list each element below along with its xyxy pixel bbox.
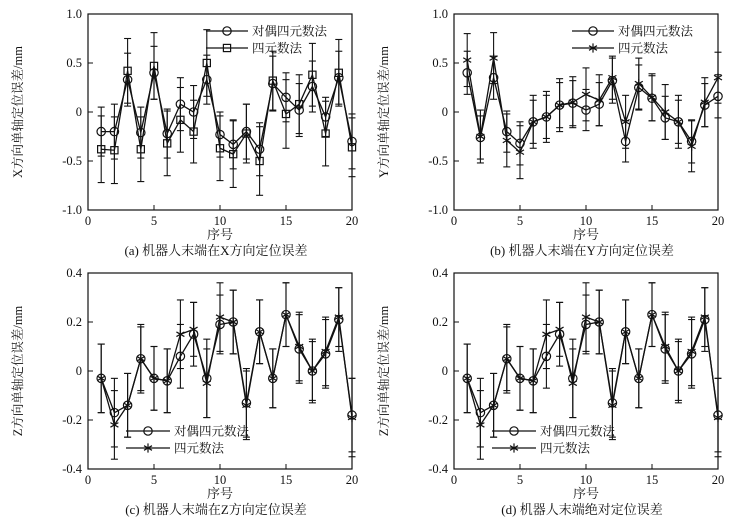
y-tick-label: -0.2 — [428, 413, 448, 427]
legend — [492, 424, 616, 456]
x-tick-label: 0 — [84, 214, 92, 228]
x-tick-label: 0 — [84, 473, 92, 487]
y-tick-label: -1.0 — [62, 203, 82, 217]
asterisk-marker — [582, 90, 590, 99]
series-line — [467, 73, 718, 144]
x-axis-label: 序号 — [206, 227, 234, 242]
subplot-b — [366, 0, 732, 258]
x-tick-label: 5 — [516, 214, 524, 228]
legend-label: 对偶四元数法 — [174, 424, 250, 439]
y-tick-label: 0 — [441, 105, 448, 119]
y-tick-label: 0 — [75, 364, 82, 378]
error-bars — [464, 33, 722, 179]
y-tick-label: 0.4 — [66, 266, 82, 280]
y-axis-label: X方向单轴定位误差/mm — [11, 46, 25, 178]
x-tick-label: 20 — [345, 214, 359, 228]
y-axis-label: Z方向单轴定位误差/mm — [11, 305, 25, 437]
x-tick-label: 15 — [645, 214, 659, 228]
legend-label: 对偶四元数法 — [618, 24, 694, 39]
asterisk-marker — [582, 313, 590, 322]
asterisk-marker — [569, 379, 577, 388]
x-axis-label: 序号 — [206, 486, 234, 501]
legend-label: 四元数法 — [174, 441, 225, 456]
x-tick-label: 10 — [213, 214, 227, 228]
asterisk-marker — [463, 55, 471, 64]
x-axis-label: 序号 — [572, 227, 600, 242]
y-tick-label: -0.2 — [62, 413, 82, 427]
y-axis-label: Y方向单轴定位误差/mm — [377, 46, 391, 178]
chart-d-canvas — [366, 259, 732, 517]
plot-area — [62, 266, 358, 487]
subplot-c — [0, 259, 366, 517]
x-tick-label: 20 — [711, 214, 725, 228]
x-axis-label: 序号 — [572, 486, 600, 501]
x-tick-label: 10 — [579, 473, 593, 487]
y-tick-label: 0 — [75, 105, 82, 119]
series-asterisk — [463, 33, 722, 179]
x-tick-label: 15 — [279, 214, 293, 228]
legend-label: 对偶四元数法 — [540, 424, 616, 439]
y-tick-label: -1.0 — [428, 203, 448, 217]
legend-label: 四元数法 — [252, 41, 303, 56]
subplot-caption: (b) 机器人末端在Y方向定位误差 — [490, 243, 674, 258]
legend — [206, 24, 328, 56]
asterisk-marker — [203, 379, 211, 388]
asterisk-marker — [490, 54, 498, 63]
subplot-caption: (a) 机器人末端在X方向定位误差 — [124, 243, 308, 258]
y-tick-label: -0.5 — [428, 154, 448, 168]
y-tick-label: 0.5 — [432, 56, 448, 70]
y-tick-label: 0 — [441, 364, 448, 378]
y-tick-label: 0.2 — [66, 315, 82, 329]
x-tick-label: 0 — [450, 473, 458, 487]
legend-label: 对偶四元数法 — [252, 24, 328, 39]
y-tick-label: -0.5 — [62, 154, 82, 168]
asterisk-marker — [190, 325, 198, 334]
x-tick-label: 20 — [345, 473, 359, 487]
y-tick-label: 0.2 — [432, 315, 448, 329]
asterisk-marker — [556, 325, 564, 334]
x-tick-label: 5 — [150, 214, 158, 228]
asterisk-marker — [542, 330, 550, 339]
asterisk-marker — [622, 117, 630, 126]
x-tick-label: 0 — [450, 214, 458, 228]
subplot-caption: (c) 机器人末端在Z方向定位误差 — [125, 502, 307, 517]
x-tick-label: 10 — [213, 473, 227, 487]
legend-label: 四元数法 — [540, 441, 591, 456]
x-tick-label: 5 — [516, 473, 524, 487]
y-tick-label: 1.0 — [432, 7, 448, 21]
plot-area — [428, 266, 724, 487]
y-tick-label: 0.4 — [432, 266, 448, 280]
asterisk-marker — [688, 142, 696, 151]
error-bars — [98, 46, 356, 175]
legend-label: 四元数法 — [618, 41, 669, 56]
plot-area — [62, 7, 358, 228]
plot-area — [428, 7, 724, 228]
asterisk-marker — [476, 132, 484, 141]
x-tick-label: 20 — [711, 473, 725, 487]
y-axis-label: Z方向单轴定位误差/mm — [377, 305, 391, 437]
chart-c-canvas — [0, 259, 366, 517]
legend — [572, 24, 694, 56]
subplot-caption: (d) 机器人末端绝对定位误差 — [501, 502, 663, 517]
asterisk-marker — [176, 330, 184, 339]
asterisk-marker — [216, 313, 224, 322]
y-tick-label: 0.5 — [66, 56, 82, 70]
y-tick-label: -0.4 — [428, 462, 448, 476]
series-circle — [97, 46, 356, 175]
subplot-d — [366, 259, 732, 517]
y-tick-label: -0.4 — [62, 462, 82, 476]
x-tick-label: 15 — [645, 473, 659, 487]
legend — [126, 424, 250, 456]
chart-a-canvas — [0, 0, 366, 258]
series-line — [467, 58, 718, 152]
subplot-a — [0, 0, 366, 258]
x-tick-label: 5 — [150, 473, 158, 487]
chart-b-canvas — [366, 0, 732, 258]
x-tick-label: 10 — [579, 214, 593, 228]
x-tick-label: 15 — [279, 473, 293, 487]
error-bars — [464, 51, 722, 165]
y-tick-label: 1.0 — [66, 7, 82, 21]
